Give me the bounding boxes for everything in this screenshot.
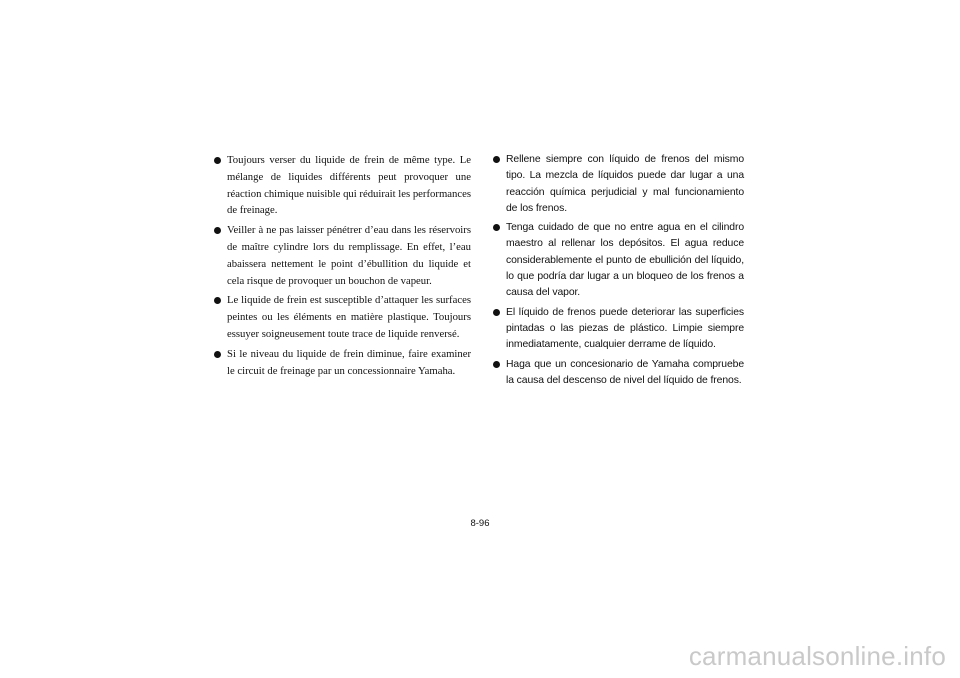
bullet-icon xyxy=(493,361,500,368)
french-bullet-text: Veiller à ne pas laisser pénétrer d’eau dans les réservoirs de maître cylindre lors du remplissage. En effet, l’eau abaissera nettement le point d’ébullition du liquide et cela risque de provoquer un bouchon de vapeur. xyxy=(227,224,471,287)
spanish-bullet-text: Rellene siempre con líquido de frenos del mismo tipo. La mezcla de líquidos puede dar lugar a una reacción química perjudicial y mal funcionamiento de los frenos. xyxy=(506,154,744,214)
french-bullet-item xyxy=(214,152,471,219)
spanish-bullet-text: El líquido de frenos puede deteriorar las superficies pintadas o las piezas de plástico. Limpie siempre inmediatamente, cualquier derrame de líquido. xyxy=(506,306,744,351)
french-bullet-text: Si le niveau du liquide de frein diminue, faire examiner le circuit de freinage par un concessionnaire Yamaha. xyxy=(227,347,471,377)
french-bullet-item xyxy=(214,346,471,380)
bullet-icon xyxy=(493,224,500,231)
spanish-bullet-item xyxy=(493,305,744,354)
spanish-bullet-list xyxy=(493,152,744,389)
bullet-icon xyxy=(493,156,500,163)
spanish-bullet-item xyxy=(493,357,744,390)
spanish-bullet-item xyxy=(493,220,744,301)
spanish-column xyxy=(493,152,744,392)
french-bullet-item xyxy=(214,292,471,342)
spanish-bullet-item xyxy=(493,152,744,217)
french-bullet-text: Le liquide de frein est susceptible d’attaquer les surfaces peintes ou les éléments en matière plastique. Toujours essuyer soigneusement toute trace de liquide renversé. xyxy=(227,294,471,340)
spanish-bullet-text: Tenga cuidado de que no entre agua en el cilindro maestro al rellenar los depósitos. El agua reduce considerablemente el punto de ebullición del líquido, lo que podría dar lugar a un bloqueo de los frenos a causa del vapor. xyxy=(506,222,744,299)
french-column xyxy=(214,152,471,382)
bullet-icon xyxy=(493,309,500,316)
bullet-icon xyxy=(214,227,221,234)
spanish-bullet-text: Haga que un concesionario de Yamaha compruebe la causa del descenso de nivel del líquido de frenos. xyxy=(506,358,744,386)
bullet-icon xyxy=(214,351,221,358)
french-bullet-item xyxy=(214,222,471,289)
page-number: 8-96 xyxy=(470,518,490,529)
bullet-icon xyxy=(214,157,221,164)
bullet-icon xyxy=(214,297,221,304)
french-bullet-list xyxy=(214,152,471,379)
french-bullet-text: Toujours verser du liquide de frein de même type. Le mélange de liquides différents peut provoquer une réaction chimique nuisible qui réduirait les performances de freinage. xyxy=(227,154,471,217)
watermark-text: carmanualsonline.info xyxy=(688,641,946,671)
